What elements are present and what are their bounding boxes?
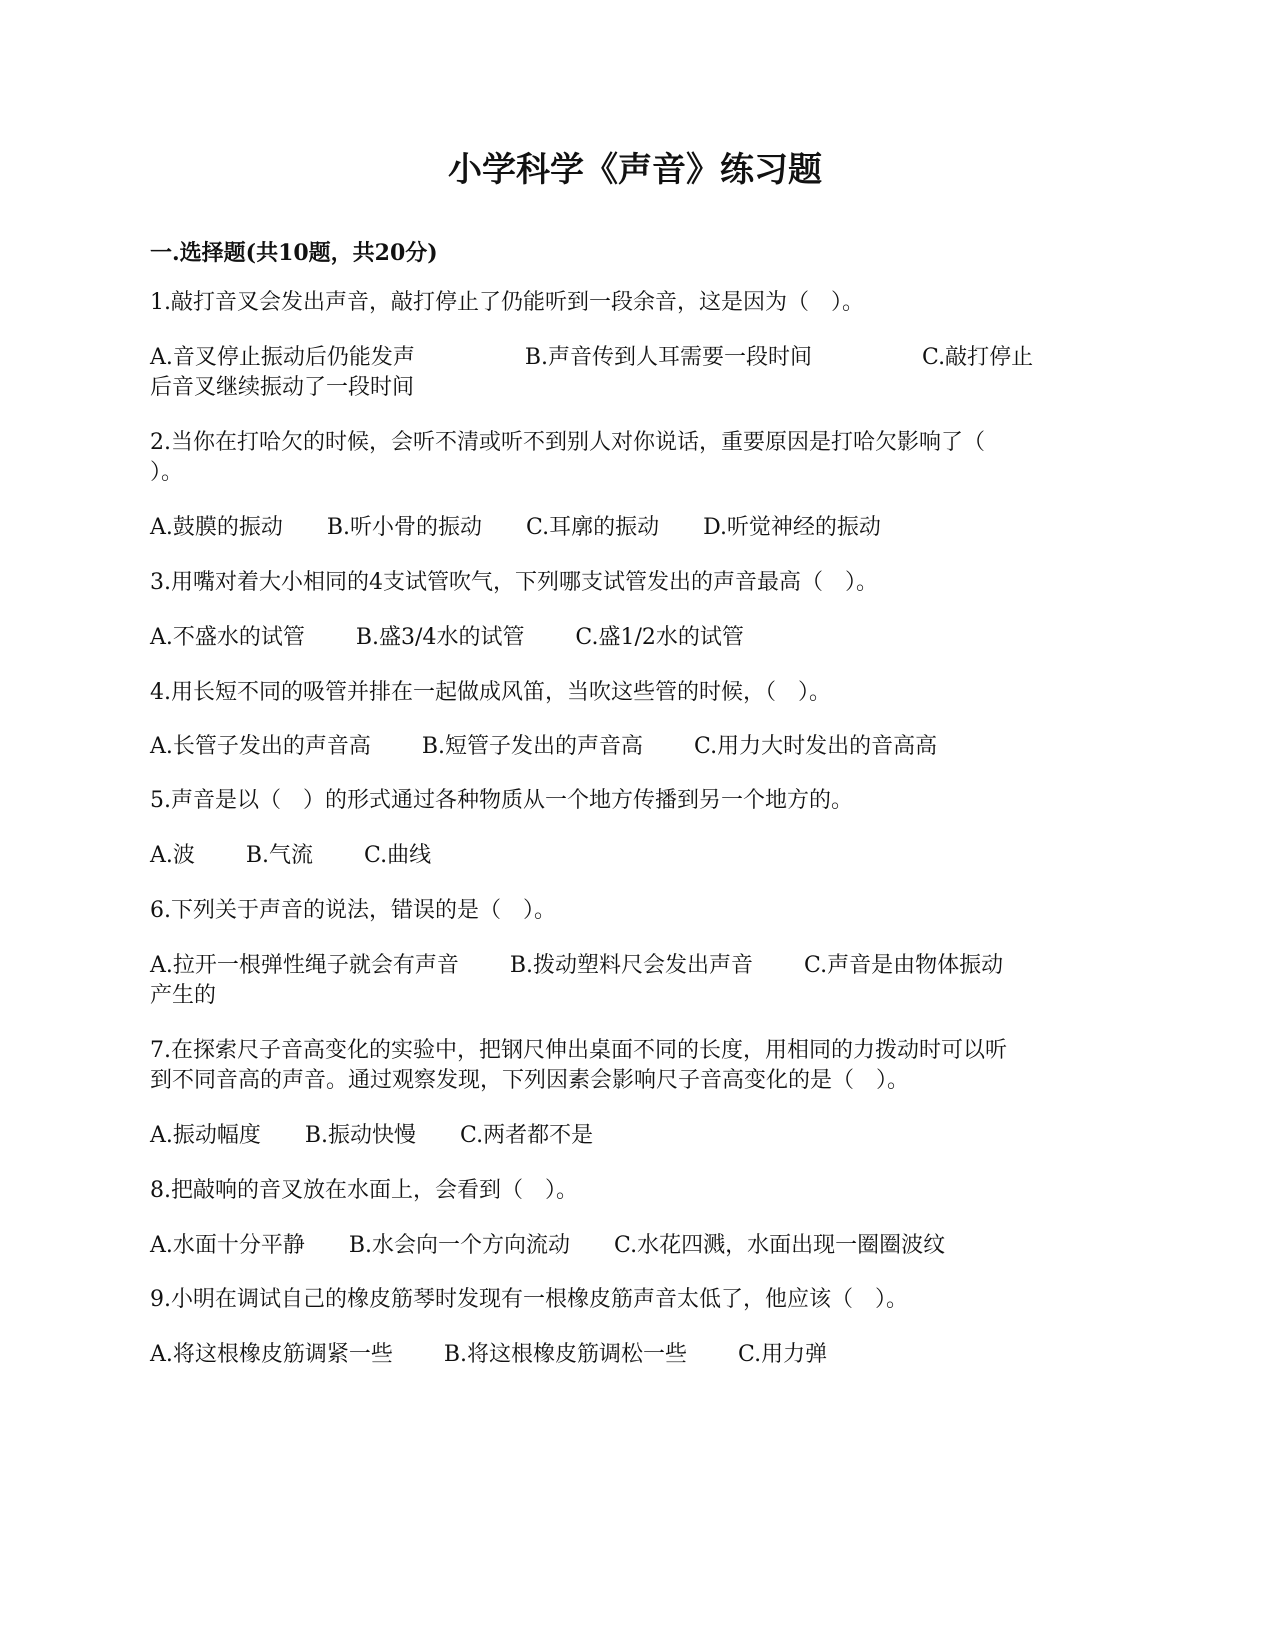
- question-1-options-line-1: A.音叉停止振动后仍能发声 B.声音传到人耳需要一段时间 C.敲打停止: [150, 345, 1034, 370]
- question-6-stem: 6.下列关于声音的说法，错误的是（ ）。: [150, 898, 556, 923]
- question-1-stem: 1.敲打音叉会发出声音，敲打停止了仍能听到一段余音，这是因为（ ）。: [150, 290, 864, 315]
- question-7-options: A.振动幅度 B.振动快慢 C.两者都不是: [150, 1123, 594, 1148]
- question-2-options: A.鼓膜的振动 B.听小骨的振动 C.耳廓的振动 D.听觉神经的振动: [150, 515, 881, 540]
- question-8-stem: 8.把敲响的音叉放在水面上，会看到（ ）。: [150, 1178, 578, 1203]
- question-6-options-line-1: A.拉开一根弹性绳子就会有声音 B.拨动塑料尺会发出声音 C.声音是由物体振动: [150, 953, 1004, 978]
- question-3-options: A.不盛水的试管 B.盛3/4水的试管 C.盛1/2水的试管: [150, 625, 744, 650]
- question-8-options: A.水面十分平静 B.水会向一个方向流动 C.水花四溅，水面出现一圈圈波纹: [150, 1233, 946, 1258]
- question-4-stem: 4.用长短不同的吸管并排在一起做成风笛，当吹这些管的时候，（ ）。: [150, 680, 831, 705]
- question-4-options: A.长管子发出的声音高 B.短管子发出的声音高 C.用力大时发出的音高高: [150, 734, 938, 759]
- question-5-stem: 5.声音是以（ ）的形式通过各种物质从一个地方传播到另一个地方的。: [150, 788, 853, 813]
- question-2-stem-line-2: ）。: [150, 460, 184, 485]
- question-7-stem-line-2: 到不同音高的声音。通过观察发现，下列因素会影响尺子音高变化的是（ ）。: [150, 1068, 910, 1093]
- question-9-options: A.将这根橡皮筋调紧一些 B.将这根橡皮筋调松一些 C.用力弹: [150, 1342, 828, 1367]
- question-5-options: A.波 B.气流 C.曲线: [150, 843, 432, 868]
- page-title: 小学科学《声音》练习题: [448, 150, 822, 190]
- question-7-stem-line-1: 7.在探索尺子音高变化的实验中，把钢尺伸出桌面不同的长度，用相同的力拨动时可以听: [150, 1038, 1007, 1063]
- section-heading: 一.选择题(共10题，共20分): [150, 240, 438, 266]
- question-3-stem: 3.用嘴对着大小相同的4支试管吹气，下列哪支试管发出的声音最高（ ）。: [150, 570, 878, 595]
- worksheet-page: [150, 0, 1120, 1650]
- question-2-stem-line-1: 2.当你在打哈欠的时候，会听不清或听不到别人对你说话，重要原因是打哈欠影响了（: [150, 430, 985, 455]
- question-1-options-line-2: 后音叉继续振动了一段时间: [150, 375, 415, 400]
- question-6-options-line-2: 产生的: [150, 983, 217, 1008]
- question-9-stem: 9.小明在调试自己的橡皮筋琴时发现有一根橡皮筋声音太低了，他应该（ ）。: [150, 1287, 908, 1312]
